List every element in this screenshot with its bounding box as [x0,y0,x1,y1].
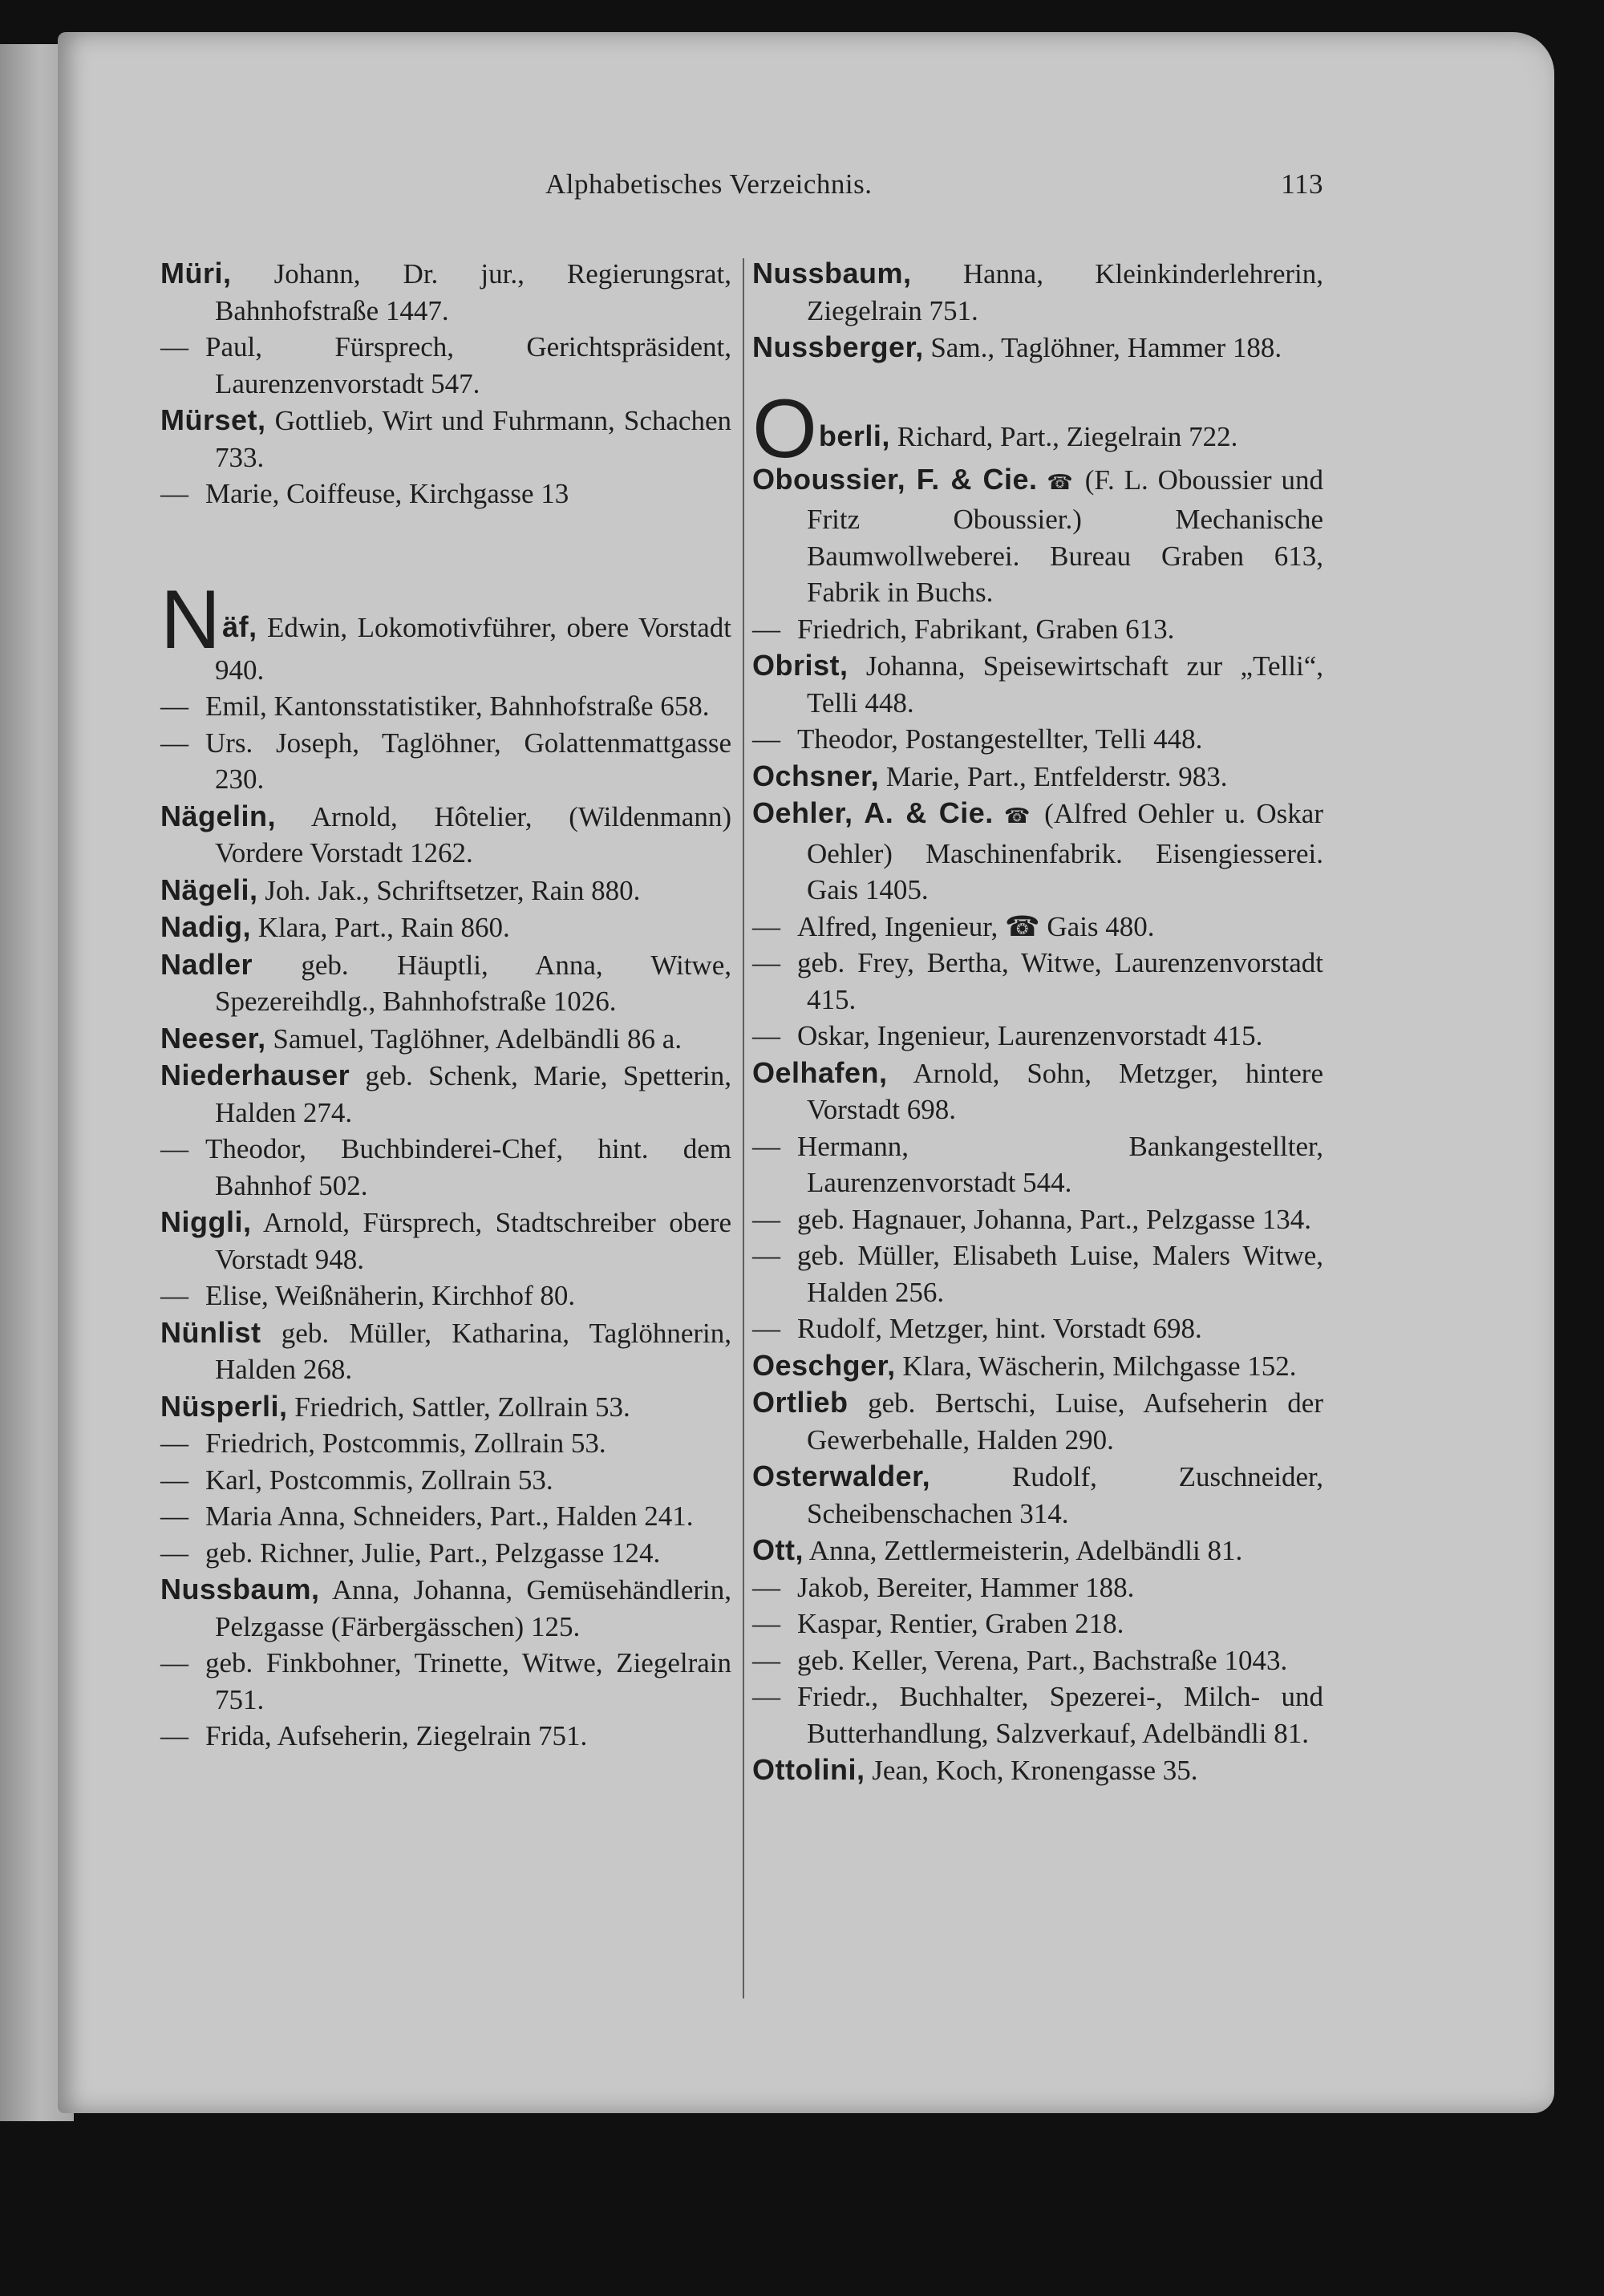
entry-details: Johanna, Speisewirtschaft zur „Telli“, Telli 448. [807,650,1323,719]
right-column [752,255,1323,1789]
directory-entry [160,402,731,476]
directory-entry [160,1535,731,1572]
entry-surname: Ortlieb [752,1386,849,1419]
directory-entry [752,382,1323,476]
entry-details: Rudolf, Zuschneider, Scheibenschachen 314. [807,1461,1323,1529]
directory-entry [160,1498,731,1535]
entry-details: Maria Anna, Schneiders, Part., Halden 241. [205,1500,694,1532]
entry-surname: Nadler [160,947,253,981]
entry-details: Emil, Kantonsstatistiker, Bahnhofstraße 658. [205,690,710,722]
entry-details: Karl, Postcommis, Zollrain 53. [205,1464,553,1496]
entry-surname: Ochsner, [752,759,880,792]
ditto-dash: — [160,331,188,362]
entry-details: geb. Richner, Julie, Part., Pelzgasse 124. [205,1537,661,1569]
ditto-dash: — [160,1427,188,1459]
directory-entry [752,255,1323,329]
entry-details: Arnold, Sohn, Metzger, hintere Vorstadt 698. [807,1057,1323,1125]
entry-surname: Osterwalder, [752,1460,931,1492]
entry-surname: Nussbaum, [160,1573,320,1606]
entry-details: Kaspar, Rentier, Graben 218. [797,1608,1124,1639]
entry-details: Klara, Part., Rain 860. [251,912,510,943]
entry-details: geb. Frey, Bertha, Witwe, Laurenzenvorstadt 415. [797,947,1323,1015]
entry-surname: Oeschger, [752,1348,896,1382]
entry-details: Arnold, Hôtelier, (Wildenmann) Vordere Vorstadt 1262. [215,800,731,869]
ditto-dash: — [752,1571,780,1603]
directory-entry [752,1310,1323,1347]
entry-details: geb. Müller, Katharina, Taglöhnerin, Halden 268. [215,1317,731,1385]
ditto-dash: — [160,1133,188,1164]
ditto-dash: — [752,1020,780,1051]
directory-entry [160,725,731,798]
entry-details: Paul, Fürsprech, Gerichtspräsident, Laurenzenvorstadt 547. [205,331,731,399]
ditto-dash: — [752,1240,780,1271]
entry-details: geb. Schenk, Marie, Spetterin, Halden 274. [215,1060,731,1128]
ditto-dash: — [752,947,780,978]
entry-details: Friedrich, Fabrikant, Graben 613. [797,613,1175,645]
entry-details: Joh. Jak., Schriftsetzer, Rain 880. [257,874,641,906]
directory-entry [752,329,1323,366]
entry-details: Theodor, Buchbinderei-Chef, hint. dem Bahnhof 502. [205,1133,731,1201]
entry-surname: Nägeli, [160,873,258,906]
entry-details: Urs. Joseph, Taglöhner, Golattenmattgasse 230. [205,727,731,795]
ditto-dash: — [160,1647,188,1678]
directory-entry [752,1606,1323,1642]
ditto-dash: — [752,1203,780,1235]
entry-surname: Niggli, [160,1205,252,1238]
running-head [160,168,1323,217]
directory-entry [160,1278,731,1314]
running-head-title: Alphabetisches Verzeichnis. [545,168,873,200]
entry-details: Anna, Zettlermeisterin, Adelbändli 81. [803,1535,1243,1566]
entry-details: Friedrich, Postcommis, Zollrain 53. [205,1427,606,1459]
directory-entry [752,1201,1323,1238]
directory-entry [752,758,1323,796]
directory-entry [752,647,1323,721]
directory-entry [752,721,1323,758]
entry-surname: Nägelin, [160,799,277,832]
ditto-dash: — [160,1537,188,1569]
directory-entry [752,461,1323,611]
section-gap [160,512,731,588]
directory-entry [752,1347,1323,1385]
entry-details: Sam., Taglöhner, Hammer 188. [923,332,1282,363]
telephone-icon: ☎ [1047,470,1075,495]
entry-surname: Oehler, A. & Cie. [752,796,994,829]
section-initial: O [752,382,817,476]
entry-surname: Müri, [160,257,232,290]
entry-details: Hanna, Kleinkinderlehrerin, Ziegelrain 751. [807,258,1323,326]
directory-entry [160,1645,731,1718]
left-column [160,255,731,1755]
directory-entry [160,1425,731,1462]
entry-details: Oskar, Ingenieur, Laurenzenvorstadt 415. [797,1020,1263,1051]
entry-details: geb. Bertschi, Luise, Aufseherin der Gewerbehalle, Halden 290. [807,1387,1323,1456]
entry-surname: Mürset, [160,403,266,436]
ditto-dash: — [160,727,188,759]
directory-entry [752,1532,1323,1569]
ditto-dash: — [752,1681,780,1712]
ditto-dash: — [752,910,780,942]
entry-details: Arnold, Fürsprech, Stadtschreiber obere Vorstadt 948. [215,1207,731,1275]
directory-entry [752,1018,1323,1055]
directory-entry [160,1388,731,1426]
directory-entry [752,1569,1323,1606]
entry-details: Jakob, Bereiter, Hammer 188. [797,1571,1135,1603]
entry-surname: äf, [222,609,257,643]
directory-entry [752,1751,1323,1789]
entry-details: Elise, Weißnäherin, Kirchhof 80. [205,1280,576,1311]
directory-entry [752,1237,1323,1310]
entry-surname: Nussberger, [752,330,924,363]
entry-surname: Nadig, [160,910,252,943]
entry-details: Richard, Part., Ziegelrain 722. [889,420,1238,452]
ditto-dash: — [752,1130,780,1162]
entry-surname: Oboussier, F. & Cie. [752,462,1038,496]
ditto-dash: — [160,478,188,509]
entry-details: geb. Hagnauer, Johanna, Part., Pelzgasse 134. [797,1203,1312,1235]
entry-details: geb. Häuptli, Anna, Witwe, Spezereihdlg., Bahnhofstraße 1026. [215,949,731,1017]
entry-details: Frida, Aufseherin, Ziegelrain 751. [205,1720,588,1751]
directory-entry [160,1057,731,1131]
entry-details: Johann, Dr. jur., Regierungsrat, Bahnhofstraße 1447. [215,258,731,326]
entry-surname: Nussbaum, [752,257,912,290]
directory-entry [752,1055,1323,1128]
ditto-dash: — [752,613,780,645]
ditto-dash: — [160,1500,188,1532]
directory-entry [752,1678,1323,1751]
directory-entry [160,1571,731,1645]
ditto-dash: — [752,723,780,755]
directory-entry [160,329,731,402]
entry-details: geb. Finkbohner, Trinette, Witwe, Ziegelrain 751. [205,1647,731,1715]
entry-details: Rudolf, Metzger, hint. Vorstadt 698. [797,1313,1202,1344]
directory-entry [752,611,1323,648]
directory-entry [160,872,731,909]
directory-entry [752,1642,1323,1679]
directory-entry [160,1462,731,1499]
entry-details: Alfred, Ingenieur, ☎ Gais 480. [797,910,1155,942]
directory-entry [752,1384,1323,1458]
directory-entry [160,1131,731,1204]
entry-details: geb. Keller, Verena, Part., Bachstraße 1043. [797,1644,1288,1676]
directory-entry [160,1314,731,1388]
telephone-icon: ☎ [1004,804,1034,828]
entry-details: Anna, Johanna, Gemüsehändlerin, Pelzgasse (Färbergässchen) 125. [215,1574,731,1642]
entry-surname: Ottolini, [752,1753,865,1786]
entry-surname: Obrist, [752,649,849,682]
ditto-dash: — [752,1644,780,1676]
entry-details: Marie, Coiffeuse, Kirchgasse 13 [205,478,569,509]
column-divider [743,258,744,1998]
entry-details: Jean, Koch, Kronengasse 35. [865,1755,1198,1786]
entry-details: Klara, Wäscherin, Milchgasse 152. [895,1350,1297,1382]
ditto-dash: — [160,1720,188,1751]
directory-entry [160,946,731,1020]
directory-entry [752,1458,1323,1532]
entry-details: (F. L. Oboussier und Fritz Oboussier.) Mechanische Baumwollweberei. Bureau Graben 613, Fabrik in Buchs. [807,464,1323,608]
directory-entry [160,255,731,329]
directory-entry [160,1204,731,1278]
entry-surname: Ott, [752,1533,804,1566]
directory-entry [160,476,731,512]
entry-details: Friedr., Buchhalter, Spezerei-, Milch- und Butterhandlung, Salzverkauf, Adelbändli 81. [797,1681,1323,1749]
directory-entry [160,688,731,725]
entry-surname: Neeser, [160,1021,266,1055]
ditto-dash: — [160,690,188,722]
entry-details: Theodor, Postangestellter, Telli 448. [797,723,1203,755]
ditto-dash: — [160,1464,188,1496]
entry-details: Friedrich, Sattler, Zollrain 53. [287,1391,630,1423]
directory-entry [160,1718,731,1755]
directory-entry [752,795,1323,909]
ditto-dash: — [752,1608,780,1639]
entry-surname: berli, [818,419,890,452]
page-number: 113 [1281,168,1323,200]
directory-entry [160,798,731,872]
directory-entry [160,909,731,946]
directory-entry [752,1128,1323,1201]
entry-details: Gottlieb, Wirt und Fuhrmann, Schachen 733. [215,405,731,473]
entry-surname: Niederhauser [160,1059,350,1091]
entry-details: Samuel, Taglöhner, Adelbändli 86 a. [265,1022,683,1055]
directory-entry [160,573,731,689]
entry-details: Edwin, Lokomotivführer, obere Vorstadt 940. [215,611,731,686]
directory-entry [752,909,1323,946]
entry-details: Marie, Part., Entfelderstr. 983. [879,760,1228,792]
directory-entry [752,945,1323,1018]
entry-details: Hermann, Bankangestellter, Laurenzenvorstadt 544. [797,1130,1323,1198]
entry-surname: Nünlist [160,1315,261,1349]
entry-surname: Oelhafen, [752,1055,888,1089]
entry-surname: Nüsperli, [160,1389,288,1423]
entry-details: geb. Müller, Elisabeth Luise, Malers Witwe, Halden 256. [797,1240,1323,1308]
section-gap [752,366,1323,397]
ditto-dash: — [160,1280,188,1311]
directory-entry [160,1020,731,1058]
ditto-dash: — [752,1313,780,1344]
entry-details: (Alfred Oehler u. Oskar Oehler) Maschinenfabrik. Eisengiesserei. Gais 1405. [807,798,1323,905]
section-initial: N [160,573,221,666]
